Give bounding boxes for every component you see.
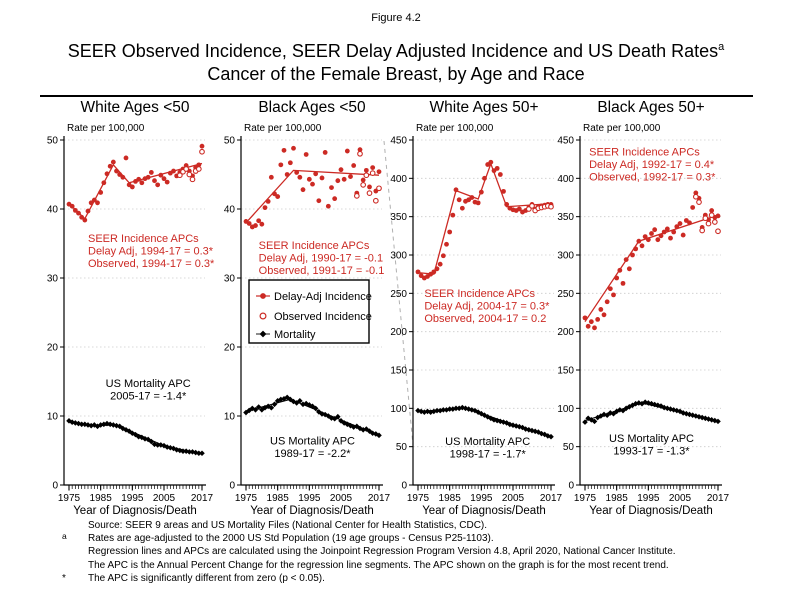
- observed-incidence-point: [355, 194, 360, 199]
- observed-incidence-point: [187, 172, 192, 177]
- delay-adj-incidence-point: [586, 324, 591, 329]
- delay-adj-incidence-point: [659, 233, 664, 238]
- delay-adj-incidence-point: [621, 281, 626, 286]
- mortality-point: [199, 450, 205, 456]
- delay-adj-incidence-point: [633, 246, 638, 251]
- footnotes: [0, 519, 792, 585]
- delay-adj-incidence-point: [476, 200, 481, 205]
- delay-adj-incidence-point: [111, 160, 116, 165]
- delay-adj-incidence-point: [332, 196, 337, 201]
- delay-adj-incidence-point: [339, 167, 344, 172]
- delay-adj-incidence-point: [444, 242, 449, 247]
- observed-incidence-point: [358, 152, 363, 157]
- delay-adj-incidence-point: [377, 169, 382, 174]
- delay-adj-incidence-point: [624, 257, 629, 262]
- annotation-line: US Mortality APC: [609, 433, 694, 446]
- observed-incidence-point: [700, 228, 705, 233]
- series-mortality: [582, 399, 721, 425]
- y-tick-label: 400: [557, 173, 574, 185]
- delay-adj-incidence-point: [278, 162, 283, 167]
- chart-panel-white-ages-50: [47, 123, 215, 517]
- delay-adj-incidence-point: [146, 175, 151, 180]
- delay-adj-incidence-point: [592, 325, 597, 330]
- delay-adj-incidence-point: [627, 266, 632, 271]
- delay-adj-incidence-point: [608, 286, 613, 291]
- y-tick-label: 100: [390, 403, 407, 415]
- delay-adj-incidence-point: [152, 178, 157, 183]
- delay-adj-incidence-point: [82, 218, 87, 223]
- delay-adj-incidence-point: [716, 214, 721, 219]
- delay-adj-incidence-point: [313, 171, 318, 176]
- delay-adj-incidence-point: [652, 227, 657, 232]
- observed-incidence-point: [361, 183, 366, 188]
- delay-adj-incidence-point: [646, 237, 651, 242]
- delay-adj-incidence-point: [469, 195, 474, 200]
- figure-number-label: Figure 4.2: [371, 12, 421, 24]
- delay-adj-incidence-point: [367, 185, 372, 190]
- y-tick-label: 0: [401, 480, 407, 492]
- delay-adj-incidence-point: [310, 182, 315, 187]
- delay-adj-incidence-point: [457, 197, 462, 202]
- delay-adj-incidence-point: [611, 292, 616, 297]
- delay-adj-incidence-point: [630, 253, 635, 258]
- footnote-text: Rates are age-adjusted to the 2000 US Std Population (19 age groups - Census P25-1103).: [88, 533, 494, 545]
- observed-incidence-point: [374, 198, 379, 203]
- x-tick-label: 2005: [329, 493, 353, 504]
- x-tick-label: 2005: [152, 493, 176, 504]
- chart-panel-black-ages-50-: [557, 123, 729, 517]
- panel-header-white-lt50: White Ages <50: [80, 99, 190, 116]
- x-tick-label: 2017: [367, 493, 391, 504]
- annotation-us-mortality-apc: [106, 378, 191, 403]
- incidence-trend-line: [585, 215, 718, 322]
- delay-adj-incidence-point: [671, 230, 676, 235]
- observed-incidence-point: [367, 191, 372, 196]
- annotation-line: Observed, 1992-17 = 0.3*: [589, 171, 716, 184]
- series-delay-adj-incidence: [244, 146, 382, 229]
- footnote-marker-star: *: [62, 572, 66, 584]
- delay-adj-incidence-point: [495, 166, 500, 171]
- delay-adj-incidence-point: [165, 180, 170, 185]
- observed-incidence-point: [706, 221, 711, 226]
- y-tick-label: 10: [223, 411, 235, 423]
- legend-label: Mortality: [274, 328, 316, 341]
- delay-adj-incidence-point: [447, 230, 452, 235]
- delay-adj-incidence-point: [617, 268, 622, 273]
- y-axis-title: Rate per 100,000: [67, 123, 145, 134]
- delay-adj-incidence-point: [269, 175, 274, 180]
- observed-incidence-point: [530, 204, 535, 209]
- footnote-significance: [0, 572, 792, 585]
- y-tick-label: 350: [390, 212, 407, 224]
- x-tick-label: 2017: [539, 493, 563, 504]
- annotation-line: SEER Incidence APCs: [258, 240, 370, 253]
- delay-adj-incidence-point: [297, 175, 302, 180]
- series-delay-adj-incidence: [583, 191, 721, 331]
- delay-adj-incidence-point: [76, 211, 81, 216]
- legend: [249, 280, 372, 343]
- y-tick-label: 50: [562, 442, 574, 454]
- delay-adj-incidence-point: [345, 149, 350, 154]
- series-delay-adj-incidence: [416, 160, 554, 281]
- y-tick-label: 200: [557, 327, 574, 339]
- y-tick-label: 0: [52, 480, 58, 492]
- delay-adj-incidence-point: [589, 319, 594, 324]
- delay-adj-incidence-point: [602, 312, 607, 317]
- delay-adj-incidence-point: [488, 160, 493, 165]
- observed-incidence-point: [184, 167, 189, 172]
- y-tick-label: 250: [390, 288, 407, 300]
- delay-adj-incidence-point: [291, 146, 296, 151]
- annotation-seer-incidence-apc: [88, 233, 215, 270]
- title-footnote-marker: a: [718, 41, 725, 53]
- delay-adj-incidence-point: [304, 152, 309, 157]
- x-tick-label: 1985: [266, 493, 289, 504]
- annotation-line: SEER Incidence APCs: [88, 233, 199, 246]
- delay-adj-incidence-point: [598, 307, 603, 312]
- delay-adj-incidence-point: [335, 178, 340, 183]
- gridlines: [241, 140, 382, 416]
- y-tick-label: 150: [557, 365, 574, 377]
- delay-adj-incidence-point: [504, 202, 509, 207]
- delay-adj-incidence-point: [108, 164, 113, 169]
- y-axis-title: Rate per 100,000: [244, 123, 322, 134]
- delay-adj-incidence-point: [583, 315, 588, 320]
- observed-incidence-point: [709, 213, 714, 218]
- y-axis-title: Rate per 100,000: [416, 123, 494, 134]
- footnote-apc-definition: [0, 559, 792, 572]
- x-tick-label: 1995: [637, 493, 660, 504]
- delay-adj-incidence-point: [288, 160, 293, 165]
- delay-adj-incidence-point: [86, 209, 91, 214]
- observed-incidence-point: [694, 194, 699, 199]
- delay-adj-incidence-point: [681, 233, 686, 238]
- delay-adj-incidence-point: [275, 194, 280, 199]
- y-tick-label: 50: [46, 135, 58, 147]
- delay-adj-incidence-point: [253, 223, 258, 228]
- y-tick-label: 10: [46, 411, 58, 423]
- observed-incidence-point: [713, 220, 718, 225]
- y-tick-label: 350: [557, 212, 574, 224]
- y-tick-label: 30: [46, 273, 58, 285]
- delay-adj-incidence-point: [614, 276, 619, 281]
- delay-adj-incidence-point: [460, 206, 465, 211]
- delay-adj-incidence-point: [595, 317, 600, 322]
- observed-incidence-point: [364, 173, 369, 178]
- delay-adj-incidence-point: [70, 204, 75, 209]
- delay-adj-incidence-point: [266, 199, 271, 204]
- delay-adj-incidence-point: [342, 177, 347, 182]
- footnote-source: [0, 519, 792, 532]
- y-axis-title: Rate per 100,000: [583, 123, 661, 134]
- delay-adj-incidence-point: [640, 243, 645, 248]
- y-tick-label: 50: [223, 135, 235, 147]
- observed-incidence-point: [200, 149, 205, 154]
- figure-title-line1: SEER Observed Incidence, SEER Delay Adjusted Incidence and US Death Rates: [67, 41, 719, 61]
- y-tick-label: 400: [390, 173, 407, 185]
- annotation-line: SEER Incidence APCs: [424, 288, 536, 301]
- delay-adj-incidence-point: [326, 204, 331, 209]
- y-tick-label: 150: [390, 365, 407, 377]
- y-tick-label: 0: [229, 480, 235, 492]
- x-tick-label: 1995: [121, 493, 144, 504]
- observed-incidence-point: [697, 200, 702, 205]
- x-tick-label: 1975: [234, 493, 258, 504]
- annotation-line: Delay Adj, 1994-17 = 0.3*: [88, 245, 214, 258]
- y-tick-label: 20: [223, 342, 235, 354]
- y-tick-label: 450: [557, 135, 574, 147]
- annotation-line: US Mortality APC: [105, 378, 191, 391]
- delay-adj-incidence-point: [482, 176, 487, 181]
- delay-adj-incidence-point: [282, 148, 287, 153]
- delay-adj-incidence-point: [105, 171, 110, 176]
- delay-adj-incidence-point: [171, 169, 176, 174]
- panel-header-black-lt50: Black Ages <50: [258, 99, 366, 116]
- axes: [47, 136, 214, 505]
- annotation-line: Observed, 1994-17 = 0.3*: [88, 258, 215, 271]
- delay-adj-incidence-point: [435, 266, 440, 271]
- observed-incidence-point: [703, 216, 708, 221]
- footnote-marker-a: a: [62, 531, 67, 542]
- delay-adj-incidence-point: [95, 200, 100, 205]
- x-axis-title: Year of Diagnosis/Death: [73, 505, 197, 517]
- annotation-line: Delay Adj, 2004-17 = 0.3*: [424, 300, 550, 313]
- x-axis-title: Year of Diagnosis/Death: [422, 505, 546, 517]
- x-tick-label: 1975: [57, 493, 81, 504]
- y-tick-label: 100: [557, 403, 574, 415]
- figure-title-line2: Cancer of the Female Breast, by Age and Race: [207, 64, 585, 84]
- delay-adj-incidence-point: [665, 227, 670, 232]
- delay-adj-incidence-point: [259, 222, 264, 227]
- delay-adj-incidence-point: [320, 176, 325, 181]
- annotation-seer-incidence-apc: [424, 288, 550, 325]
- delay-adj-incidence-point: [124, 156, 129, 161]
- x-axis-title: Year of Diagnosis/Death: [589, 505, 713, 517]
- observed-incidence-point: [197, 167, 202, 172]
- delay-adj-incidence-point: [678, 221, 683, 226]
- annotation-line: 2005-17 = -1.4*: [110, 390, 187, 403]
- delay-adj-incidence-point: [709, 208, 714, 213]
- delay-adj-incidence-point: [501, 189, 506, 194]
- annotation-line: Delay Adj, 1990-17 = -0.1: [258, 252, 384, 265]
- delay-adj-incidence-point: [438, 262, 443, 267]
- annotation-seer-incidence-apc: [259, 240, 385, 277]
- delay-adj-incidence-point: [200, 144, 205, 149]
- delay-adj-incidence-point: [370, 165, 375, 170]
- delay-adj-incidence-point: [323, 150, 328, 155]
- y-tick-label: 0: [568, 480, 574, 492]
- y-tick-label: 200: [390, 327, 407, 339]
- y-tick-label: 450: [390, 135, 407, 147]
- chart-panel-white-ages-50-: [390, 123, 562, 517]
- panel-header-white-50plus: White Ages 50+: [429, 99, 539, 116]
- panel-header-black-50plus: Black Ages 50+: [597, 99, 705, 116]
- delay-adj-incidence-point: [101, 180, 106, 185]
- annotation-line: 1989-17 = -2.2*: [274, 447, 351, 460]
- annotation-line: Delay Adj, 1992-17 = 0.4*: [589, 158, 715, 171]
- delay-adj-incidence-point: [361, 178, 366, 183]
- y-tick-label: 20: [46, 342, 58, 354]
- delay-adj-incidence-point: [479, 190, 484, 195]
- delay-adj-incidence-point: [364, 168, 369, 173]
- gridlines: [580, 140, 721, 447]
- x-tick-label: 1975: [573, 493, 597, 504]
- legend-open-circle-icon: [260, 313, 266, 319]
- annotation-line: Observed, 1991-17 = -0.1: [258, 265, 385, 278]
- x-tick-label: 1985: [605, 493, 628, 504]
- annotation-us-mortality-apc: [609, 433, 694, 458]
- x-tick-label: 2017: [706, 493, 730, 504]
- observed-incidence-point: [716, 229, 721, 234]
- annotation-seer-incidence-apc: [589, 146, 716, 183]
- delay-adj-incidence-point: [285, 172, 290, 177]
- y-tick-label: 40: [223, 204, 235, 216]
- x-tick-label: 1995: [470, 493, 493, 504]
- legend-filled-circle-icon: [260, 293, 266, 299]
- delay-adj-incidence-point: [301, 187, 306, 192]
- delay-adj-incidence-point: [155, 182, 160, 187]
- delay-adj-incidence-point: [450, 213, 455, 218]
- delay-adj-incidence-point: [263, 205, 268, 210]
- footnote-text: Source: SEER 9 areas and US Mortality Files (National Center for Health Statistics, CDC).: [88, 520, 488, 531]
- x-tick-label: 2005: [668, 493, 692, 504]
- footnote-age-adjust: [0, 532, 792, 545]
- delay-adj-incidence-point: [649, 231, 654, 236]
- delay-adj-incidence-point: [655, 237, 660, 242]
- delay-adj-incidence-point: [348, 174, 353, 179]
- observed-incidence-point: [549, 204, 554, 209]
- y-tick-label: 50: [395, 442, 407, 454]
- delay-adj-incidence-point: [351, 163, 356, 168]
- x-tick-label: 1985: [438, 493, 461, 504]
- annotation-line: Observed, 2004-17 = 0.2: [424, 313, 547, 326]
- delay-adj-incidence-point: [441, 253, 446, 258]
- delay-adj-incidence-point: [636, 239, 641, 244]
- delay-adj-incidence-point: [307, 177, 312, 182]
- legend-label: Delay-Adj Incidence: [274, 290, 372, 303]
- delay-adj-incidence-point: [139, 180, 144, 185]
- observed-incidence-point: [377, 186, 382, 191]
- y-tick-label: 300: [557, 250, 574, 262]
- y-tick-label: 40: [46, 204, 58, 216]
- footnote-text: The APC is the Annual Percent Change for the regression line segments. The APC shown on the graph is for the most recent trend.: [88, 559, 669, 571]
- delay-adj-incidence-point: [416, 269, 421, 274]
- footnote-text: Regression lines and APCs are calculated using the Joinpoint Regression Program Version 4.8, April 2020, National Cancer Institute.: [88, 546, 676, 558]
- delay-adj-incidence-point: [316, 198, 321, 203]
- y-tick-label: 30: [223, 273, 235, 285]
- observed-incidence-point: [370, 171, 375, 176]
- x-tick-label: 2005: [501, 493, 525, 504]
- delay-adj-incidence-point: [454, 187, 459, 192]
- delay-adj-incidence-point: [294, 170, 299, 175]
- delay-adj-incidence-point: [329, 185, 334, 190]
- delay-adj-incidence-point: [605, 299, 610, 304]
- footnote-text: The APC is significantly different from zero (p < 0.05).: [88, 572, 325, 584]
- annotation-line: US Mortality APC: [445, 436, 531, 449]
- x-tick-label: 1985: [89, 493, 112, 504]
- series-observed-incidence: [355, 152, 382, 204]
- delay-adj-incidence-point: [668, 236, 673, 241]
- delay-adj-incidence-point: [98, 190, 103, 195]
- annotation-us-mortality-apc: [445, 436, 530, 461]
- x-axis-title: Year of Diagnosis/Death: [250, 505, 374, 517]
- delay-adj-incidence-point: [687, 220, 692, 225]
- y-tick-label: 250: [557, 288, 574, 300]
- annotation-us-mortality-apc: [270, 435, 355, 460]
- footnote-joinpoint: [0, 545, 792, 558]
- delay-adj-incidence-point: [130, 185, 135, 190]
- annotation-line: US Mortality APC: [270, 435, 355, 448]
- annotation-line: 1993-17 = -1.3*: [613, 445, 690, 458]
- x-tick-label: 1975: [406, 493, 430, 504]
- delay-adj-incidence-point: [149, 170, 154, 175]
- observed-incidence-point: [190, 177, 195, 182]
- y-tick-label: 300: [390, 250, 407, 262]
- series-mortality: [415, 405, 554, 440]
- delay-adj-incidence-point: [690, 205, 695, 210]
- series-delay-adj-incidence: [67, 144, 205, 223]
- legend-label: Observed Incidence: [274, 310, 372, 323]
- delay-adj-incidence-point: [120, 175, 125, 180]
- annotation-line: 1998-17 = -1.7*: [449, 448, 526, 461]
- delay-adj-incidence-point: [498, 172, 503, 177]
- annotation-line: SEER Incidence APCs: [589, 146, 700, 159]
- x-tick-label: 1995: [298, 493, 321, 504]
- series-mortality: [66, 418, 205, 456]
- x-tick-label: 2017: [190, 493, 214, 504]
- chart-panel-black-ages-50: [224, 123, 391, 517]
